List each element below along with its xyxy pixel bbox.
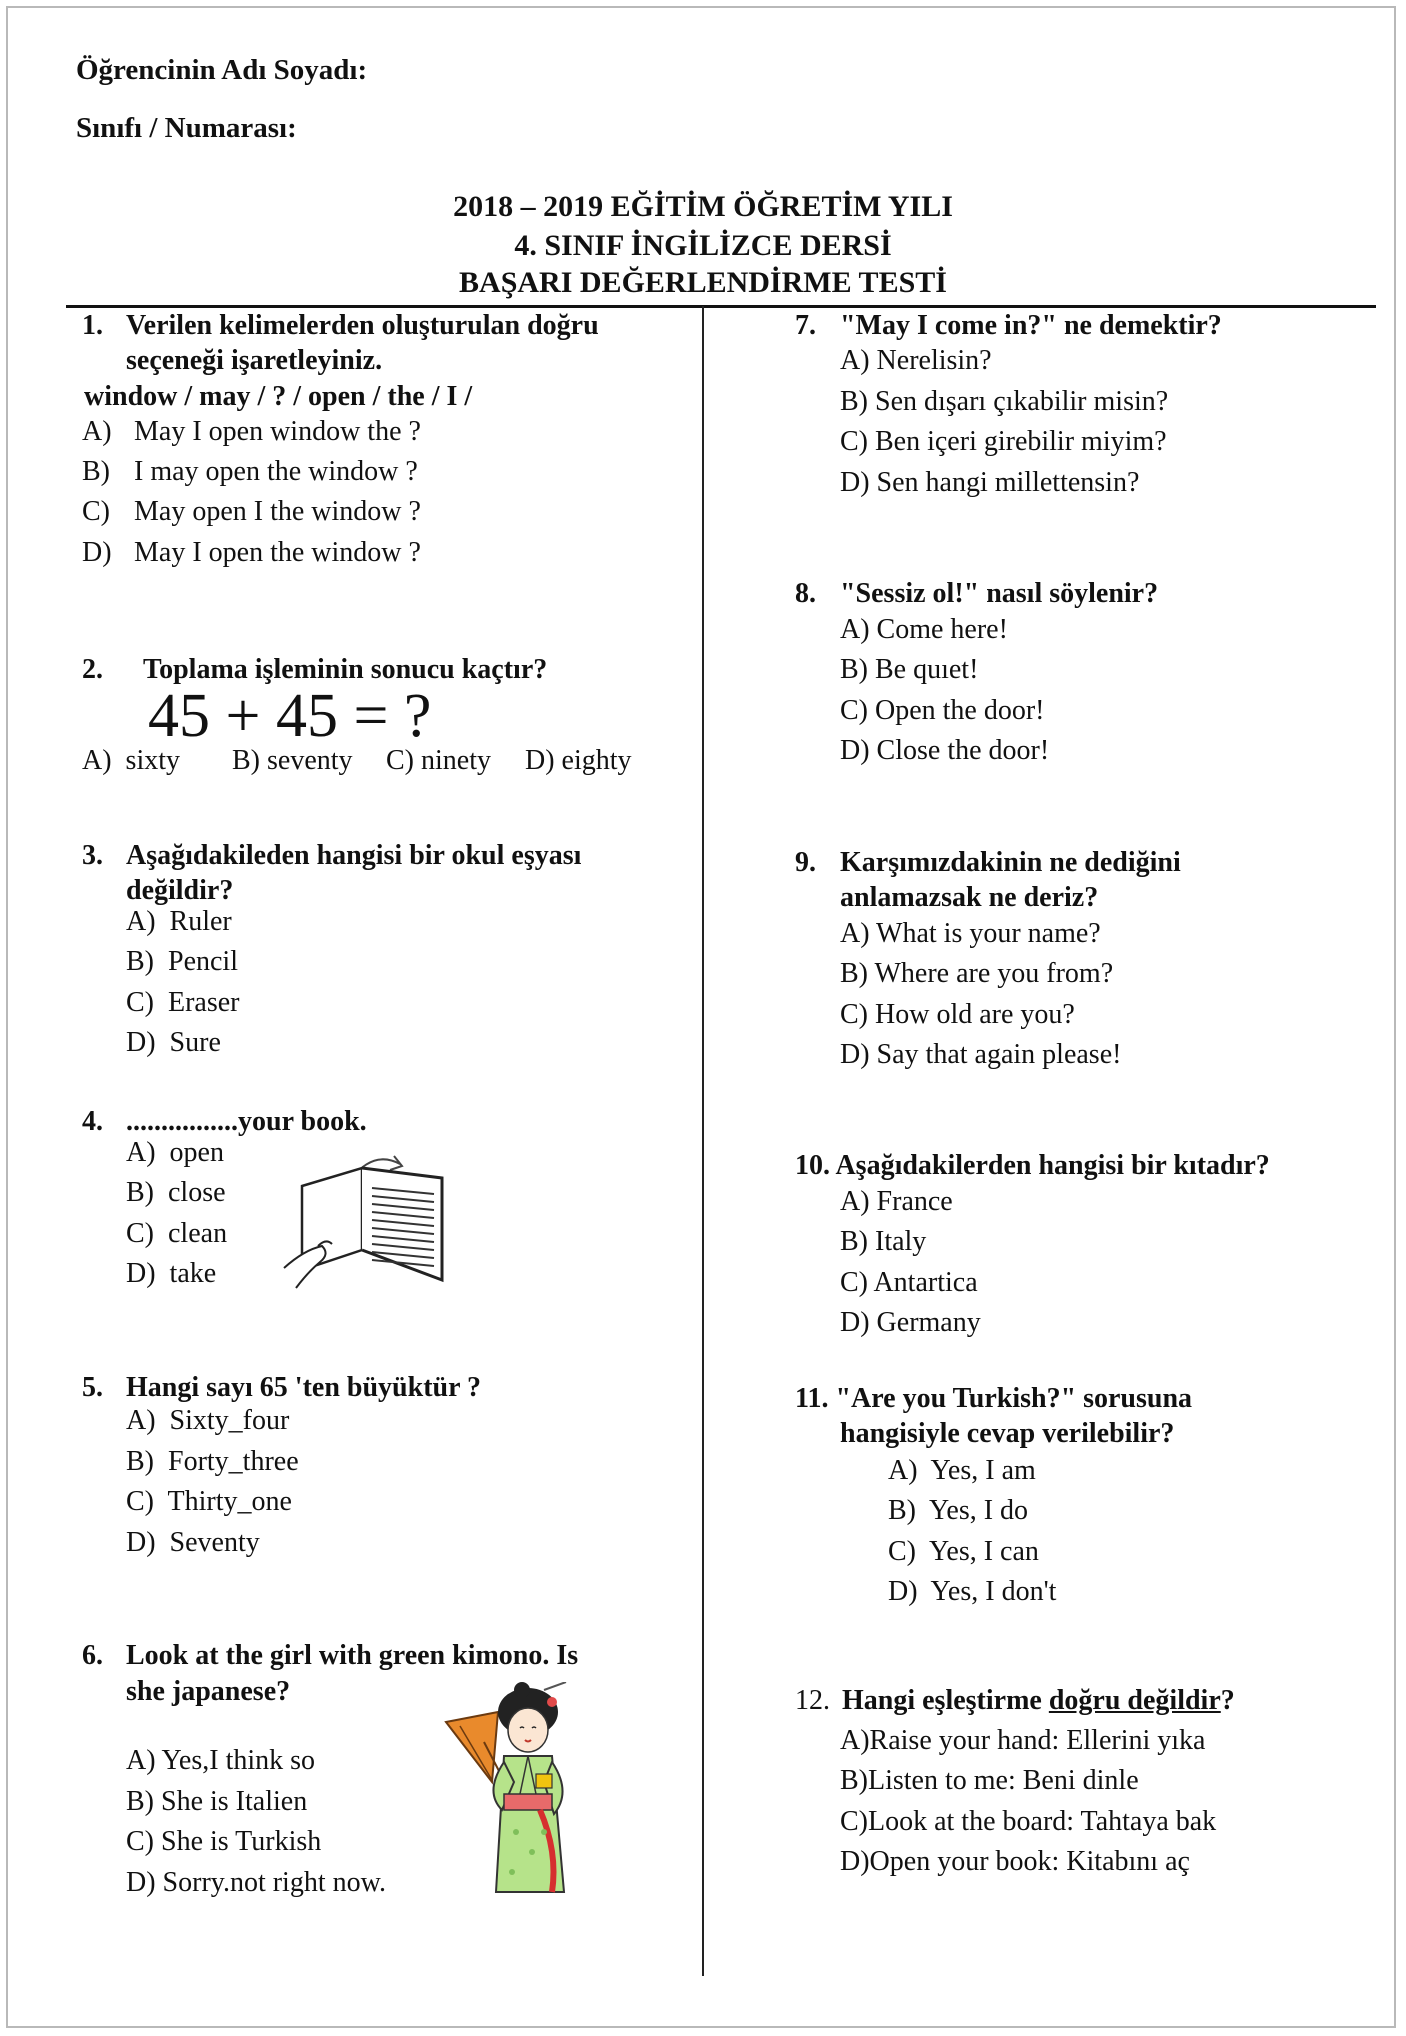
option-c[interactable]: C)Look at the board: Tahtaya bak	[840, 1806, 1217, 1837]
question-number: 3.	[82, 840, 103, 871]
option-d[interactable]: D) Sorry.not right now.	[126, 1867, 387, 1898]
option-b[interactable]: B) I may open the window ?	[82, 456, 418, 487]
option-d[interactable]: D) Yes, I don't	[888, 1576, 1057, 1607]
question-text: Look at the girl with green kimono. Is	[126, 1640, 579, 1671]
question-number: 12.	[795, 1685, 830, 1716]
option-b[interactable]: B) Yes, I do	[888, 1495, 1029, 1526]
question-text: "May I come in?" ne demektir?	[840, 310, 1222, 341]
option-b[interactable]: B) seventy	[232, 745, 353, 776]
option-a[interactable]: A) Sixty_four	[126, 1405, 290, 1436]
option-a[interactable]: A) Come here!	[840, 614, 1008, 645]
question-text: she japanese?	[126, 1676, 291, 1707]
option-a[interactable]: A) Nerelisin?	[840, 345, 992, 376]
option-b[interactable]: B) Sen dışarı çıkabilir misin?	[840, 386, 1169, 417]
option-a[interactable]: A) sixty	[82, 745, 181, 776]
equation: 45 + 45 = ?	[148, 682, 432, 750]
question-text: ................your book.	[126, 1106, 367, 1137]
question-number: 4.	[82, 1106, 103, 1137]
option-a[interactable]: A) open	[126, 1137, 224, 1168]
option-d[interactable]: D) eighty	[525, 745, 632, 776]
question-text: değildir?	[126, 875, 234, 906]
option-b[interactable]: B) close	[126, 1177, 226, 1208]
option-c[interactable]: C) Eraser	[126, 987, 240, 1018]
option-a[interactable]: A) Yes,I think so	[126, 1745, 316, 1776]
option-c[interactable]: C) How old are you?	[840, 999, 1075, 1030]
kimono-girl-illustration	[440, 1682, 590, 1897]
question-number: 9.	[795, 847, 816, 878]
student-name-label: Öğrencinin Adı Soyadı:	[76, 54, 368, 86]
option-d[interactable]: D) take	[126, 1258, 217, 1289]
question-text: Karşımızdakinin ne dediğini	[840, 847, 1181, 878]
question-text: 11. "Are you Turkish?" sorusuna	[795, 1383, 1193, 1414]
option-a[interactable]: A) What is your name?	[840, 918, 1101, 949]
option-c[interactable]: C) Antartica	[840, 1267, 978, 1298]
option-b[interactable]: B)Listen to me: Beni dinle	[840, 1765, 1139, 1796]
column-divider	[702, 306, 704, 1976]
option-b[interactable]: B) She is Italien	[126, 1786, 308, 1817]
question-text: Toplama işleminin sonucu kaçtır?	[143, 654, 548, 685]
question-text: seçeneği işaretleyiniz.	[126, 345, 383, 376]
option-a[interactable]: A) Ruler	[126, 906, 232, 937]
option-d[interactable]: D) Close the door!	[840, 735, 1050, 766]
option-c[interactable]: C) May open I the window ?	[82, 496, 421, 527]
question-text: 10. Aşağıdakilerden hangisi bir kıtadır?	[795, 1150, 1270, 1181]
option-d[interactable]: D) May I open the window ?	[82, 537, 421, 568]
option-a[interactable]: A) May I open window the ?	[82, 416, 421, 447]
question-number: 8.	[795, 578, 816, 609]
option-c[interactable]: C) Open the door!	[840, 695, 1045, 726]
exam-title-class: 4. SINIF İNGİLİZCE DERSİ	[514, 229, 892, 262]
option-d[interactable]: D) Seventy	[126, 1527, 260, 1558]
header-rule	[66, 305, 1376, 308]
question-text: Hangi sayı 65 'ten büyüktür ?	[126, 1372, 482, 1403]
open-book-illustration	[282, 1142, 450, 1292]
question-number: 7.	[795, 310, 816, 341]
question-text: "Sessiz ol!" nasıl söylenir?	[840, 578, 1159, 609]
option-c[interactable]: C) She is Turkish	[126, 1826, 322, 1857]
option-c[interactable]: C) clean	[126, 1218, 228, 1249]
option-a[interactable]: A) France	[840, 1186, 953, 1217]
option-a[interactable]: A) Yes, I am	[888, 1455, 1036, 1486]
question-number: 2.	[82, 654, 103, 685]
question-text: hangisiyle cevap verilebilir?	[840, 1418, 1175, 1449]
option-a[interactable]: A)Raise your hand: Ellerini yıka	[840, 1725, 1206, 1756]
question-text: Verilen kelimelerden oluşturulan doğru	[126, 310, 599, 341]
option-b[interactable]: B) Be quıet!	[840, 654, 979, 685]
option-c[interactable]: C) ninety	[386, 745, 491, 776]
question-number: 6.	[82, 1640, 103, 1671]
question-number: 1.	[82, 310, 103, 341]
question-number: 5.	[82, 1372, 103, 1403]
exam-title-year: 2018 – 2019 EĞİTİM ÖĞRETİM YILI	[453, 190, 953, 223]
question-text: Hangi eşleştirme doğru değildir?	[842, 1685, 1235, 1716]
option-d[interactable]: D) Sure	[126, 1027, 221, 1058]
option-d[interactable]: D)Open your book: Kitabını aç	[840, 1846, 1190, 1877]
exam-title-test: BAŞARI DEĞERLENDİRME TESTİ	[459, 266, 947, 299]
option-d[interactable]: D) Say that again please!	[840, 1039, 1122, 1070]
question-text: Aşağıdakileden hangisi bir okul eşyası	[126, 840, 582, 871]
option-b[interactable]: B) Where are you from?	[840, 958, 1114, 989]
option-b[interactable]: B) Italy	[840, 1226, 927, 1257]
word-list: window / may / ? / open / the / I /	[84, 381, 473, 412]
option-d[interactable]: D) Sen hangi millettensin?	[840, 467, 1140, 498]
option-c[interactable]: C) Thirty_one	[126, 1486, 292, 1517]
option-d[interactable]: D) Germany	[840, 1307, 981, 1338]
option-c[interactable]: C) Ben içeri girebilir miyim?	[840, 426, 1167, 457]
option-c[interactable]: C) Yes, I can	[888, 1536, 1039, 1567]
option-b[interactable]: B) Pencil	[126, 946, 238, 977]
student-class-label: Sınıfı / Numarası:	[76, 112, 297, 144]
underlined-phrase: doğru değildir	[1048, 1685, 1221, 1716]
option-b[interactable]: B) Forty_three	[126, 1446, 299, 1477]
question-text: anlamazsak ne deriz?	[840, 882, 1099, 913]
